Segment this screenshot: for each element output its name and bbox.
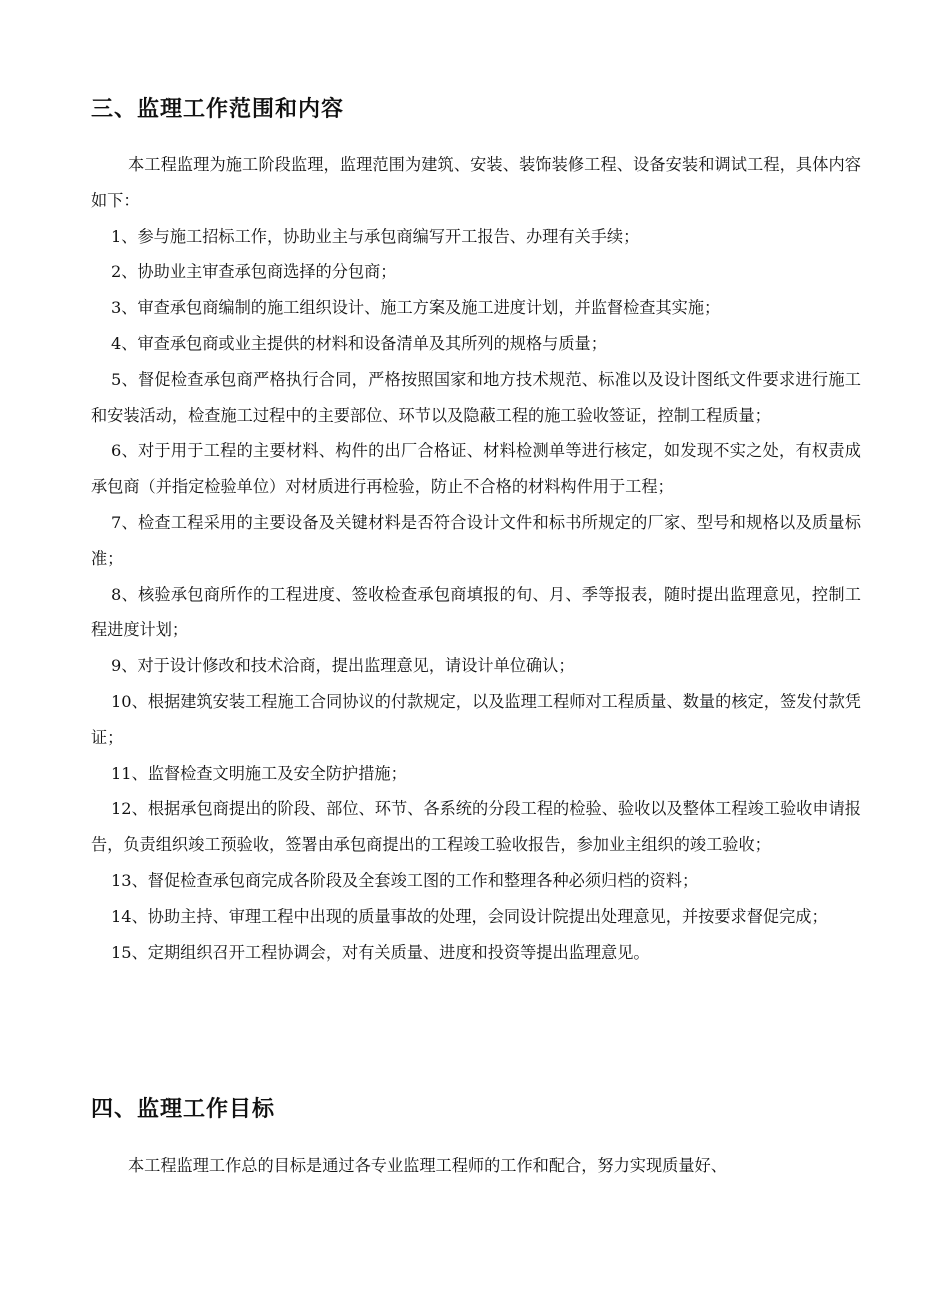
list-item: 9、对于设计修改和技术洽商，提出监理意见，请设计单位确认；	[111, 656, 575, 676]
list-item: 4、审查承包商或业主提供的材料和设备清单及其所列的规格与质量；	[111, 333, 607, 353]
section-4-body	[91, 1148, 861, 1184]
list-item: 15、定期组织召开工程协调会，对有关质量、进度和投资等提出监理意见。	[111, 942, 650, 962]
section-3-intro: 本工程监理为施工阶段监理，监理范围为建筑、安装、装饰装修工程、设备安装和调试工程，具体内容如下：	[91, 155, 861, 210]
section-3-body	[91, 147, 861, 970]
list-item: 6、对于用于工程的主要材料、构件的出厂合格证、材料检测单等进行核定，如发现不实之处，有权责成承包商（并指定检验单位）对材质进行再检验，防止不合格的材料构件用于工程；	[91, 441, 861, 497]
list-item: 13、督促检查承包商完成各阶段及全套竣工图的工作和整理各种必须归档的资料；	[111, 870, 699, 890]
list-item: 10、根据建筑安装工程施工合同协议的付款规定，以及监理工程师对工程质量、数量的核定，签发付款凭证；	[91, 691, 861, 747]
section-4-intro: 本工程监理工作总的目标是通过各专业监理工程师的工作和配合，努力实现质量好、	[128, 1156, 727, 1175]
list-item: 7、检查工程采用的主要设备及关键材料是否符合设计文件和标书所规定的厂家、型号和规格以及质量标准；	[91, 512, 861, 568]
list-item: 3、审查承包商编制的施工组织设计、施工方案及施工进度计划，并监督检查其实施；	[111, 298, 721, 318]
section-4-title: 四、监理工作目标	[91, 1097, 276, 1122]
list-item: 1、参与施工招标工作，协助业主与承包商编写开工报告、办理有关手续；	[111, 226, 640, 246]
list-item: 2、协助业主审查承包商选择的分包商；	[111, 262, 397, 282]
section-3-title: 三、监理工作范围和内容	[91, 97, 345, 122]
list-item: 14、协助主持、审理工程中出现的质量事故的处理，会同设计院提出处理意见，并按要求督促完成；	[111, 906, 828, 926]
list-item: 11、监督检查文明施工及安全防护措施；	[111, 763, 407, 783]
list-item: 12、根据承包商提出的阶段、部位、环节、各系统的分段工程的检验、验收以及整体工程竣工验收申请报告，负责组织竣工预验收，签署由承包商提出的工程竣工验收报告，参加业主组织的竣工验收；	[91, 799, 861, 855]
list-item: 8、核验承包商所作的工程进度、签收检查承包商填报的旬、月、季等报表，随时提出监理意见，控制工程进度计划；	[91, 584, 861, 640]
list-item: 5、督促检查承包商严格执行合同，严格按照国家和地方技术规范、标准以及设计图纸文件要求进行施工和安装活动，检查施工过程中的主要部位、环节以及隐蔽工程的施工验收签证，控制工程质量；	[91, 369, 861, 425]
